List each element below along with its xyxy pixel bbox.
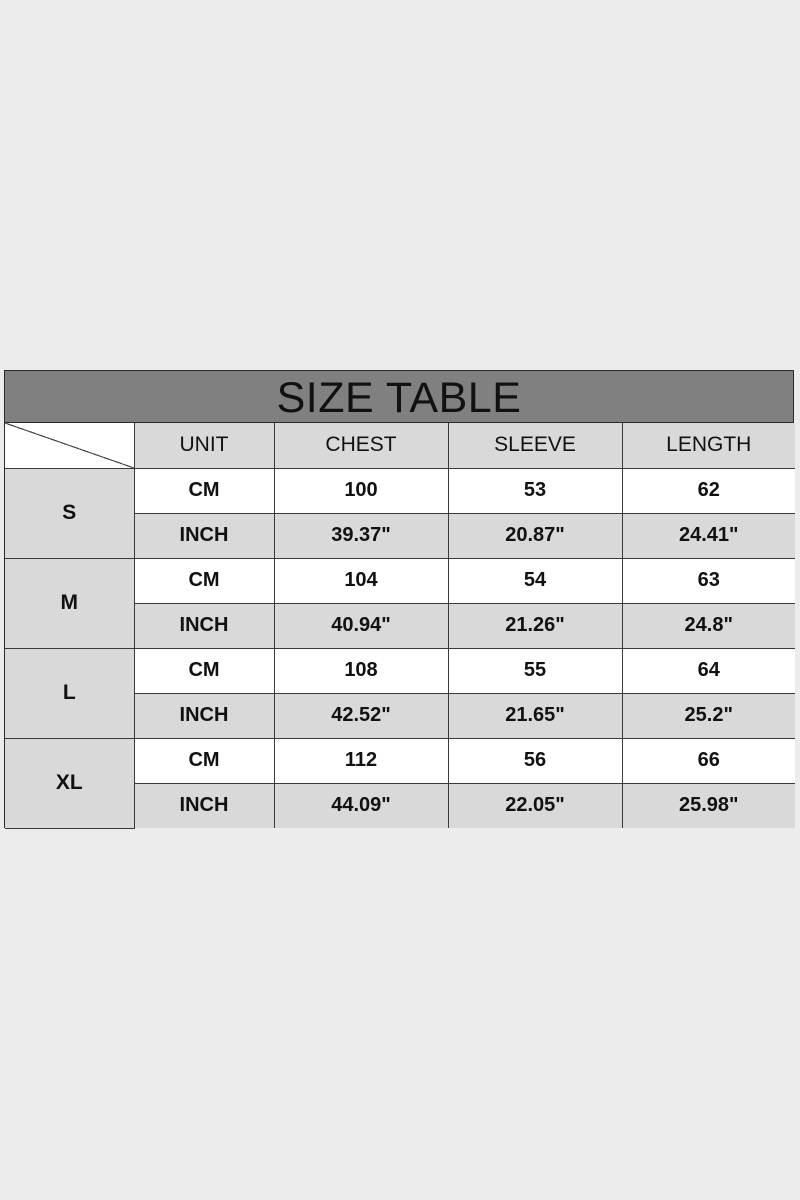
- unit-cell: INCH: [134, 513, 274, 558]
- unit-cell: CM: [134, 738, 274, 783]
- chest-cell: 104: [274, 558, 448, 603]
- unit-cell: INCH: [134, 693, 274, 738]
- table-row: [5, 648, 795, 693]
- table-row: [5, 738, 795, 783]
- size-label-s: S: [5, 468, 134, 558]
- sleeve-cell: 21.65": [448, 693, 622, 738]
- length-cell: 66: [622, 738, 795, 783]
- unit-cell: CM: [134, 648, 274, 693]
- size-label-l: L: [5, 648, 134, 738]
- sleeve-cell: 22.05": [448, 783, 622, 828]
- header-unit: UNIT: [134, 423, 274, 468]
- length-cell: 24.8": [622, 603, 795, 648]
- chest-cell: 42.52": [274, 693, 448, 738]
- unit-cell: INCH: [134, 783, 274, 828]
- header-length: LENGTH: [622, 423, 795, 468]
- size-label-m: M: [5, 558, 134, 648]
- chest-cell: 44.09": [274, 783, 448, 828]
- length-cell: 24.41": [622, 513, 795, 558]
- chest-cell: 40.94": [274, 603, 448, 648]
- header-chest: CHEST: [274, 423, 448, 468]
- length-cell: 62: [622, 468, 795, 513]
- unit-cell: CM: [134, 558, 274, 603]
- chest-cell: 39.37": [274, 513, 448, 558]
- unit-cell: CM: [134, 468, 274, 513]
- length-cell: 25.98": [622, 783, 795, 828]
- size-grid: [5, 423, 795, 829]
- length-cell: 64: [622, 648, 795, 693]
- sleeve-cell: 55: [448, 648, 622, 693]
- table-row: [5, 558, 795, 603]
- size-table: [4, 370, 794, 828]
- header-sleeve: SLEEVE: [448, 423, 622, 468]
- size-label-xl: XL: [5, 738, 134, 828]
- corner-cell: [5, 423, 134, 468]
- unit-cell: INCH: [134, 603, 274, 648]
- sleeve-cell: 53: [448, 468, 622, 513]
- length-cell: 63: [622, 558, 795, 603]
- chest-cell: 100: [274, 468, 448, 513]
- header-row: [5, 423, 795, 468]
- sleeve-cell: 21.26": [448, 603, 622, 648]
- sleeve-cell: 54: [448, 558, 622, 603]
- chest-cell: 112: [274, 738, 448, 783]
- table-title: SIZE TABLE: [5, 371, 793, 423]
- table-row: [5, 468, 795, 513]
- sleeve-cell: 56: [448, 738, 622, 783]
- length-cell: 25.2": [622, 693, 795, 738]
- sleeve-cell: 20.87": [448, 513, 622, 558]
- chest-cell: 108: [274, 648, 448, 693]
